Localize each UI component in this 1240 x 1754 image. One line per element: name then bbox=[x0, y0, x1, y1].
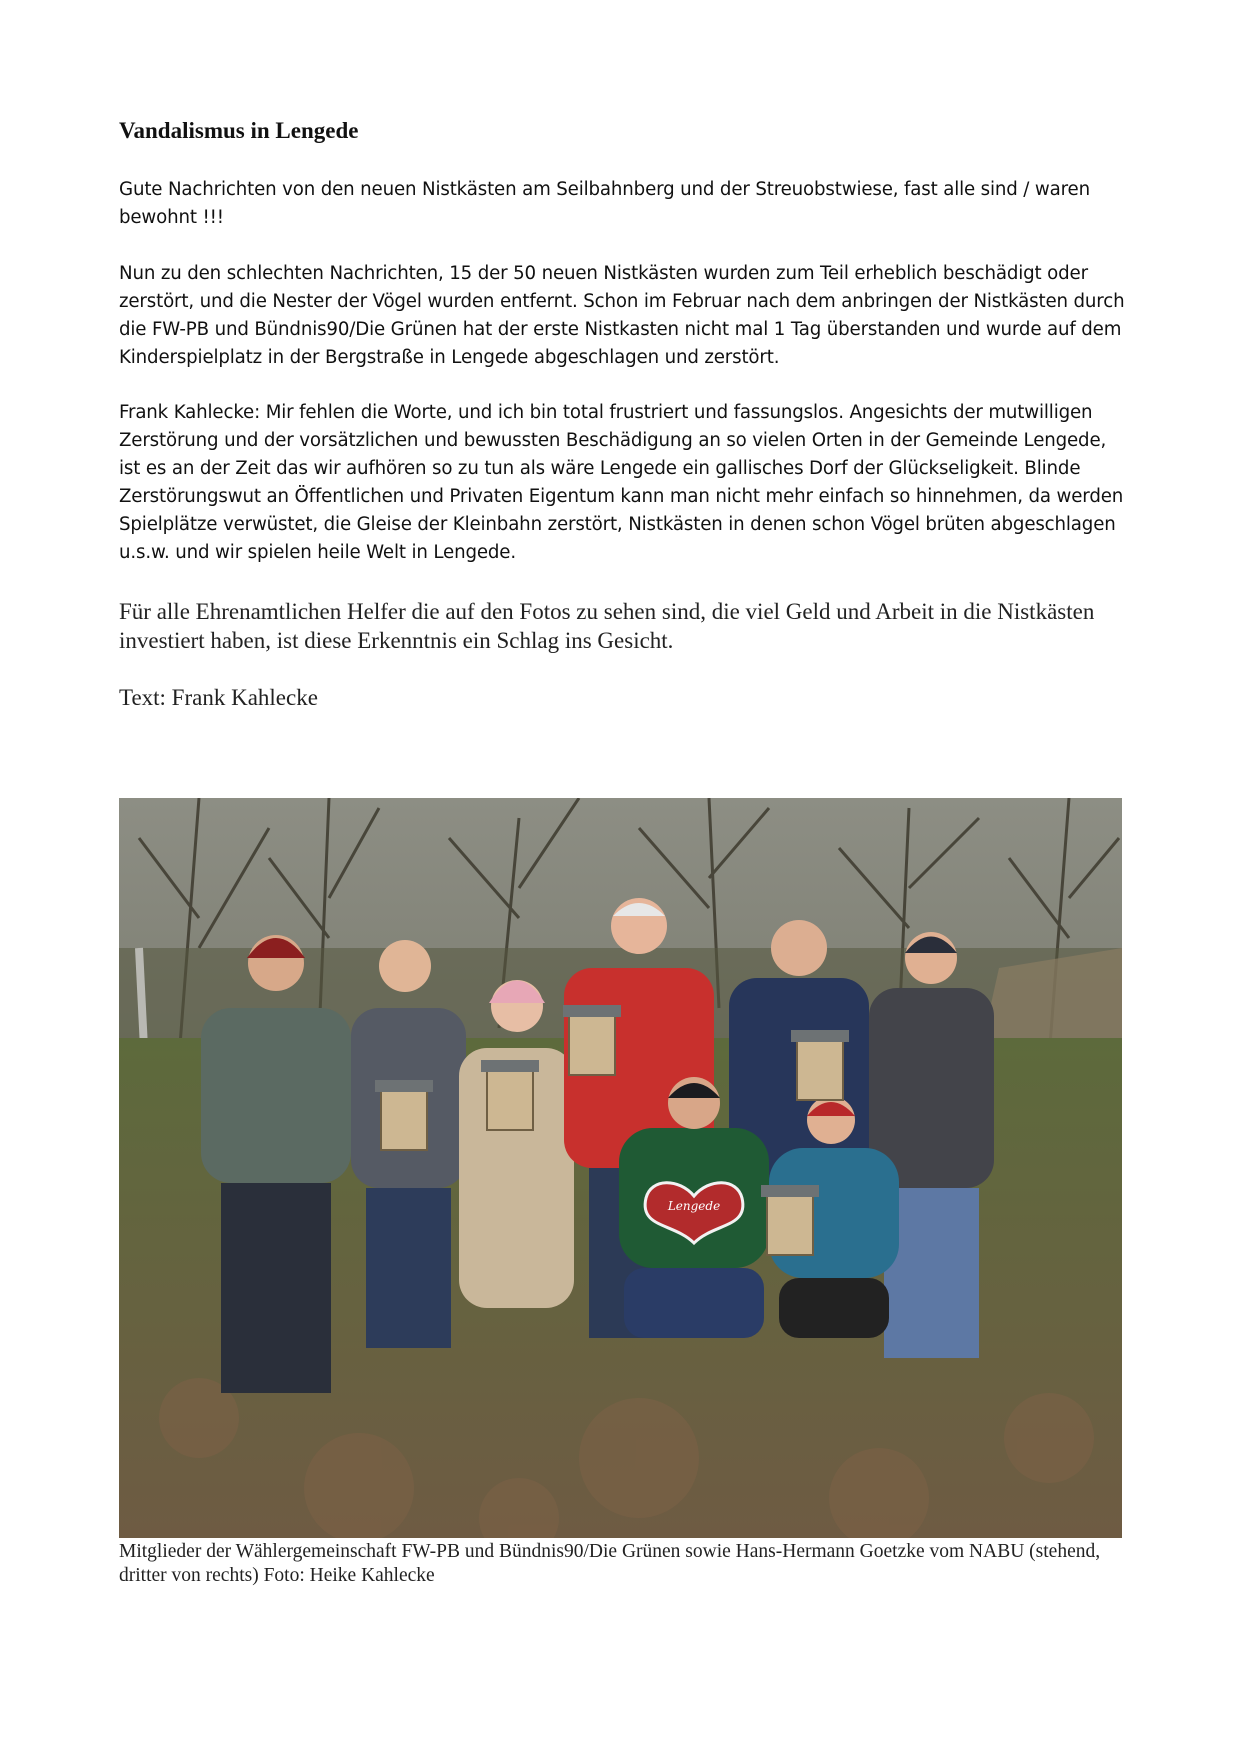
paragraph-statement: Frank Kahlecke: Mir fehlen die Worte, und ich bin total frustriert und fassungslos. Angesichts der mutwilligen Zerstörung und der vorsätzlichen und bewussten Beschädigung an so vielen Orten in der Gemeinde Lengede, ist es an der Zeit das wir aufhören so zu tun als wäre Lengede ein gallisches Dorf der Glückseligkeit. Blinde Zerstörungswut an Öffentlichen und Privaten Eigentum kann man nicht mehr einfach so hinnehmen, da werden Spielplätze verwüstet, die Gleise der Kleinbahn zerstört, Nistkästen in denen schon Vögel brüten abgeschlagen u.s.w. und wir spielen heile Welt in Lengede. bbox=[119, 402, 1124, 563]
paragraph-good-news: Gute Nachrichten von den neuen Nistkästen am Seilbahnberg und der Streuobstwiese, fast alle sind / waren bewohnt !!! bbox=[119, 179, 1090, 228]
photo-caption: Mitglieder der Wählergemeinschaft FW-PB und Bündnis90/Die Grünen sowie Hans-Hermann Goetzke vom NABU (stehend, dritter von rechts) Foto: Heike Kahlecke bbox=[119, 1541, 1101, 1586]
group-photo bbox=[119, 798, 1122, 1538]
heart-label: Lengede bbox=[667, 1199, 721, 1213]
text-credit: Text: Frank Kahlecke bbox=[119, 685, 318, 710]
article-title: Vandalismus in Lengede bbox=[119, 118, 359, 143]
paragraph-volunteers: Für alle Ehrenamtlichen Helfer die auf den Fotos zu sehen sind, die viel Geld und Arbeit in die Nistkästen investiert haben, ist diese Erkenntnis ein Schlag ins Gesicht. bbox=[119, 599, 1095, 653]
paragraph-bad-news: Nun zu den schlechten Nachrichten, 15 der 50 neuen Nistkästen wurden zum Teil erheblich beschädigt oder zerstört, und die Nester der Vögel wurden entfernt. Schon im Februar nach dem anbringen der Nistkästen durch die FW-PB und Bündnis90/Die Grünen hat der erste Nistkasten nicht mal 1 Tag überstanden und wurde auf dem Kinderspielplatz in der Bergstraße in Lengede abgeschlagen und zerstört. bbox=[119, 263, 1125, 368]
